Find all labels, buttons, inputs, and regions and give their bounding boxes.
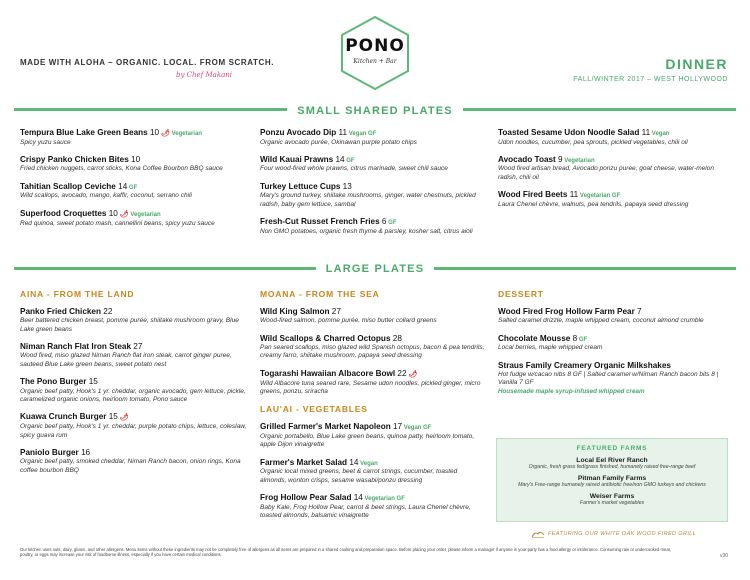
menu-item-title: Farmer's Market Salad	[260, 457, 348, 467]
diet-tag: Vegan	[650, 131, 670, 137]
menu-item-name	[498, 155, 730, 166]
menu-item-description: Local berries, maple whipped cream	[498, 344, 603, 352]
menu-item-name	[260, 307, 485, 317]
menu-item-description: Wood fired artisan bread, Avocado ponzu puree, goat cheese, water-melon radish, chili oil	[498, 165, 714, 181]
menu-item-price: 14	[347, 457, 359, 467]
menu-item-description: Salted caramel drizzle, maple whipped cream, coconut almond crumble	[498, 317, 704, 325]
menu-item-price: 17	[390, 422, 403, 432]
gf-tag: GF	[421, 425, 432, 432]
small-plates-col-2	[260, 128, 485, 244]
diet-tag: Vegetarian	[578, 193, 611, 200]
menu-item-name	[260, 493, 485, 504]
logo-text: PONO	[345, 36, 405, 56]
menu-item-name	[20, 377, 250, 387]
tagline: MADE WITH ALOHA – ORGANIC. LOCAL. FROM SCRATCH.	[20, 58, 275, 67]
menu-item-title: Wild Scallops & Charred Octopus	[260, 333, 391, 343]
menu-item-name	[20, 342, 250, 352]
menu-item	[20, 342, 250, 369]
diet-tag: Vegetarian	[128, 211, 161, 218]
menu-item-description: Baby Kale, Frog Hollow Pear, carrot & beet strings, Laura Chenel chèvre, toasted almonds, balsamic vinaigrette	[260, 503, 471, 520]
menu-item-description: Wild scallops, avocado, mango, kaffir, coconut, serrano chili	[20, 192, 192, 200]
menu-item-description: Spicy yuzu sauce	[20, 138, 71, 146]
grill-fire-icon	[531, 529, 545, 538]
menu-item-name	[260, 369, 485, 380]
menu-item-price: 11	[336, 128, 348, 137]
menu-item	[20, 155, 250, 174]
menu-name: DINNER	[665, 56, 728, 72]
menu-item-description: Four wood-fired whole prawns, citrus marinade, sweet chili sauce	[260, 165, 448, 173]
menu-item-name	[498, 307, 730, 317]
moana-heading: MOANA - FROM THE SEA	[260, 289, 380, 299]
menu-item-description: Wood-fired salmon, pomme purée, miso butter collard greens	[260, 317, 437, 325]
menu-item-title: Wood Fired Beets	[498, 190, 568, 200]
diet-tag: Vegetarian	[169, 131, 202, 137]
menu-item-price: 15	[86, 377, 98, 387]
menu-item-name	[260, 217, 485, 228]
menu-item-name	[20, 307, 250, 317]
menu-item-price: 14	[351, 493, 363, 503]
chili-icon: 🌶	[406, 370, 418, 378]
farm-description: Organic, fresh grass fed/grass finished, humanely raised free-range beef	[528, 464, 696, 470]
menu-item-title: Panko Fried Chicken	[20, 307, 101, 316]
section-title-large-plates: LARGE PLATES	[0, 263, 750, 275]
menu-item-title: Chocolate Mousse	[498, 333, 571, 343]
menu-item-price: 22	[395, 368, 407, 378]
menu-item	[498, 155, 730, 182]
menu-item-description: Organic avocado purée, Okinawan purple potato chips	[260, 138, 417, 146]
menu-item	[20, 307, 250, 334]
menu-item-name	[260, 128, 485, 139]
diet-tag: Vegan	[358, 460, 378, 467]
menu-item	[498, 190, 730, 209]
season-label: FALL/WINTER 2017 – WEST HOLLYWOOD	[573, 76, 728, 83]
menu-item-description: Red quinoa, sweet potato mash, cannellini beans, spicy yuzu sauce	[20, 219, 215, 227]
allergen-disclaimer: Our kitchen uses nuts, dairy, gluten, and other allergens. Menu items without these ingredients may not be completely free of allergens as all items are prepared in a shared cooking and preparation space. Before placing your order, please inform a manager if anyone in your party has a food allergy or intolerance. Consuming raw or undercooked meat, poultry, or eggs may increase your risk of foodborne illness, especially if you have certain medical conditions.	[20, 547, 671, 558]
menu-item-price: 10	[106, 208, 118, 218]
menu-item-description: Organic portabello, Blue Lake green beans, quinoa patty, heirloom tomato, apple Dijon vinaigrette	[260, 432, 475, 449]
menu-item-price: 28	[390, 333, 402, 343]
menu-item-name	[20, 155, 250, 165]
diet-tag: Vegetarian	[562, 157, 595, 164]
menu-item-title: Wild King Salmon	[260, 307, 330, 316]
menu-item	[260, 155, 485, 174]
gf-tag: GF	[394, 496, 405, 503]
menu-item-name	[20, 182, 250, 193]
menu-item-title: Crispy Panko Chicken Bites	[20, 155, 129, 165]
menu-item-description: Mary's ground turkey, shiitake mushrooms, ginger, water chestnuts, pickled radish, baby gem lettuce, sambal	[260, 192, 476, 208]
menu-item	[20, 209, 250, 228]
grill-note: FEATURING OUR WHITE OAK WOOD FIRED GRILL	[548, 531, 697, 537]
menu-item-price: 14	[333, 154, 345, 164]
farm-name: Local Eel River Ranch	[576, 457, 648, 464]
menu-item-name	[498, 128, 730, 139]
menu-item-title: Niman Ranch Flat Iron Steak	[20, 342, 132, 352]
menu-item-price: 8	[570, 333, 578, 343]
gf-tag: GF	[366, 131, 377, 137]
menu-item-description: Organic beef patty, Hook's 1 yr. cheddar, purple potato chips, lettuce, coleslaw, spicy guava rum	[20, 423, 247, 439]
menu-item	[260, 458, 485, 485]
menu-item	[20, 412, 250, 440]
farm-entry	[497, 475, 727, 488]
menu-item-name	[498, 190, 730, 201]
gf-tag: GF	[610, 193, 621, 200]
menu-item-price: 15	[106, 412, 118, 422]
diet-tag: Vegetarian	[362, 496, 395, 503]
menu-item-price: 14	[115, 181, 128, 191]
menu-item-name	[20, 412, 250, 423]
menu-item-title: Frog Hollow Pear Salad	[260, 493, 352, 503]
menu-item-title: Grilled Farmer's Market Napoleon	[260, 422, 391, 432]
menu-item-name	[260, 422, 485, 433]
menu-item-description: Organic local mixed greens, beet & carrot strings, cucumber, toasted almonds, wonton crisps, sesame wasabi/ponzu dressing	[260, 468, 458, 484]
logo-subtitle: Kitchen + Bar	[353, 58, 397, 65]
menu-item-description: Udon noodles, cucumber, pea sprouts, pickled vegetables, chili oil	[498, 138, 688, 146]
menu-item	[260, 128, 485, 147]
menu-item-title: Straus Family Creamery Organic Milkshakes	[498, 360, 671, 370]
menu-item-price: 16	[78, 448, 91, 457]
menu-item-price: 7	[634, 307, 642, 316]
aina-column	[20, 289, 250, 483]
featured-farms-box	[496, 438, 728, 522]
menu-item-title: Ponzu Avocado Dip	[260, 128, 337, 137]
menu-item-name	[20, 209, 250, 220]
menu-item-title: Avocado Toast	[498, 154, 556, 164]
menu-item	[260, 334, 485, 361]
farm-entry	[497, 493, 727, 506]
menu-item-name	[260, 155, 485, 166]
menu-item	[20, 448, 250, 475]
menu-item-name	[498, 361, 730, 371]
menu-item-title: Wood Fired Frog Hollow Farm Pear	[498, 307, 635, 316]
menu-item-name	[20, 128, 250, 139]
gf-tag: GF	[344, 157, 355, 164]
chili-icon: 🌶	[117, 210, 129, 218]
menu-item-description: Wood fired, miso glazed Niman Ranch flat iron steak, carrot ginger puree, sauteed Blue Lake green beans, sweet potato nest	[20, 352, 232, 368]
menu-item-description: Wild Albacore tuna seared rare, Sesame udon noodles, pickled ginger, micro greens, ponzu, sriracha	[260, 379, 481, 395]
menu-item	[260, 217, 485, 236]
menu-item-description: Pan seared scallops, miso glazed wild Spanish octopus, bacon & pea tendrils, creamy farro, shiitake mushroom, papaya seed dressing	[260, 343, 485, 360]
menu-item-price: 27	[131, 342, 143, 352]
menu-item	[20, 128, 250, 147]
menu-item-title: Kuawa Crunch Burger	[20, 412, 107, 422]
farm-description: Mary's Free-range humanely raised antibiotic free/non GMO turkeys and chickens	[518, 482, 706, 489]
menu-item-price: 22	[101, 307, 113, 316]
menu-item-description: Organic beef patty, Hook's 1 yr. cheddar, organic avocado, gem lettuce, pickle, caramelized organic onions, heirloom tomato, Pono sauce	[20, 387, 246, 403]
farm-name: Pitman Family Farms	[577, 475, 647, 483]
menu-item-title: Paniolo Burger	[20, 448, 79, 457]
menu-item-name	[260, 458, 485, 469]
moana-column	[260, 289, 485, 529]
menu-item-price: 11	[639, 128, 651, 137]
menu-item-title: Togarashi Hawaiian Albacore Bowl	[260, 368, 396, 378]
menu-item-description: Non GMO potatoes, organic fresh thyme & parsley, kosher salt, citrus aioli	[260, 227, 473, 235]
menu-item-price: 27	[329, 307, 341, 316]
menu-item-price: 10	[128, 155, 141, 165]
menu-item-title: Fresh-Cut Russet French Fries	[260, 217, 380, 226]
aina-heading: AINA - FROM THE LAND	[20, 289, 135, 299]
menu-item-title: The Pono Burger	[20, 377, 87, 387]
menu-item-name	[260, 182, 485, 192]
menu-item	[260, 182, 485, 209]
menu-item-description: Laura Chenel chèvre, walnuts, pea tendrils, papaya seed dressing	[498, 200, 689, 208]
menu-item-price: 9	[555, 154, 563, 164]
section-title-small-plates: SMALL SHARED PLATES	[0, 105, 750, 117]
menu-item-price: 10	[147, 128, 160, 137]
chili-icon: 🌶	[117, 414, 129, 422]
menu-item	[260, 422, 485, 449]
menu-item	[498, 361, 730, 395]
menu-item-name	[20, 448, 250, 458]
menu-item-description: Organic beef patty, smoked cheddar, Niman Ranch bacon, onion rings, Kona coffee bourbon BBQ	[20, 458, 241, 474]
chili-icon: 🌶	[159, 130, 170, 137]
menu-item-title: Tahitian Scallop Ceviche	[20, 181, 116, 191]
lauai-heading: LAU'AI - VEGETABLES	[260, 404, 368, 415]
menu-item	[498, 128, 730, 147]
menu-item-description: Beer battered chicken breast, pomme purée, shiitake mushroom gravy, Blue Lake green beans	[20, 317, 239, 333]
menu-item	[498, 334, 730, 353]
small-plates-col-3	[498, 128, 730, 217]
farm-description: Farmer's market vegetables	[579, 500, 645, 507]
menu-item	[260, 493, 485, 520]
menu-item-title: Turkey Lettuce Cups	[260, 181, 341, 191]
dessert-heading: DESSERT	[498, 289, 544, 299]
menu-item-price: 13	[340, 181, 352, 191]
gf-tag: GF	[127, 184, 138, 191]
menu-item-title: Tempura Blue Lake Green Beans	[20, 128, 148, 137]
menu-item-title: Wild Kauai Prawns	[260, 154, 334, 164]
menu-item	[260, 369, 485, 397]
dessert-column	[498, 289, 730, 403]
menu-item-note: Housemade maple syrup-infused whipped cream	[498, 387, 645, 395]
diet-tag: Vegan	[347, 131, 367, 137]
chef-signature: by Chef Makani	[176, 71, 232, 79]
diet-tag: Vegan	[402, 425, 422, 432]
farm-entry	[497, 457, 727, 470]
featured-farms-title: FEATURED FARMS	[576, 445, 648, 452]
menu-item-price: 6	[379, 217, 387, 226]
small-plates-col-1	[20, 128, 250, 236]
menu-item	[260, 307, 485, 326]
gf-tag: GF	[577, 336, 588, 343]
menu-item-description: Hot fudge w/cacao nibs 8 GF | Salted caramel w/Niman Ranch bacon bits 8 | Vanilla 7 GF	[498, 370, 719, 387]
menu-item	[20, 182, 250, 201]
menu-item-title: Superfood Croquettes	[20, 208, 107, 218]
menu-item-name	[260, 334, 485, 344]
page-number: v30	[719, 553, 728, 559]
menu-item-price: 11	[567, 190, 579, 200]
menu-item-description: Fried chicken nuggets, carrot sticks, Kona Coffee Bourbon BBQ sauce	[20, 165, 223, 173]
menu-item	[498, 307, 730, 326]
menu-item-title: Toasted Sesame Udon Noodle Salad	[498, 128, 640, 137]
farm-name: Weiser Farms	[589, 493, 635, 501]
gf-tag: GF	[386, 220, 397, 226]
menu-item-name	[498, 334, 730, 345]
menu-item	[20, 377, 250, 404]
